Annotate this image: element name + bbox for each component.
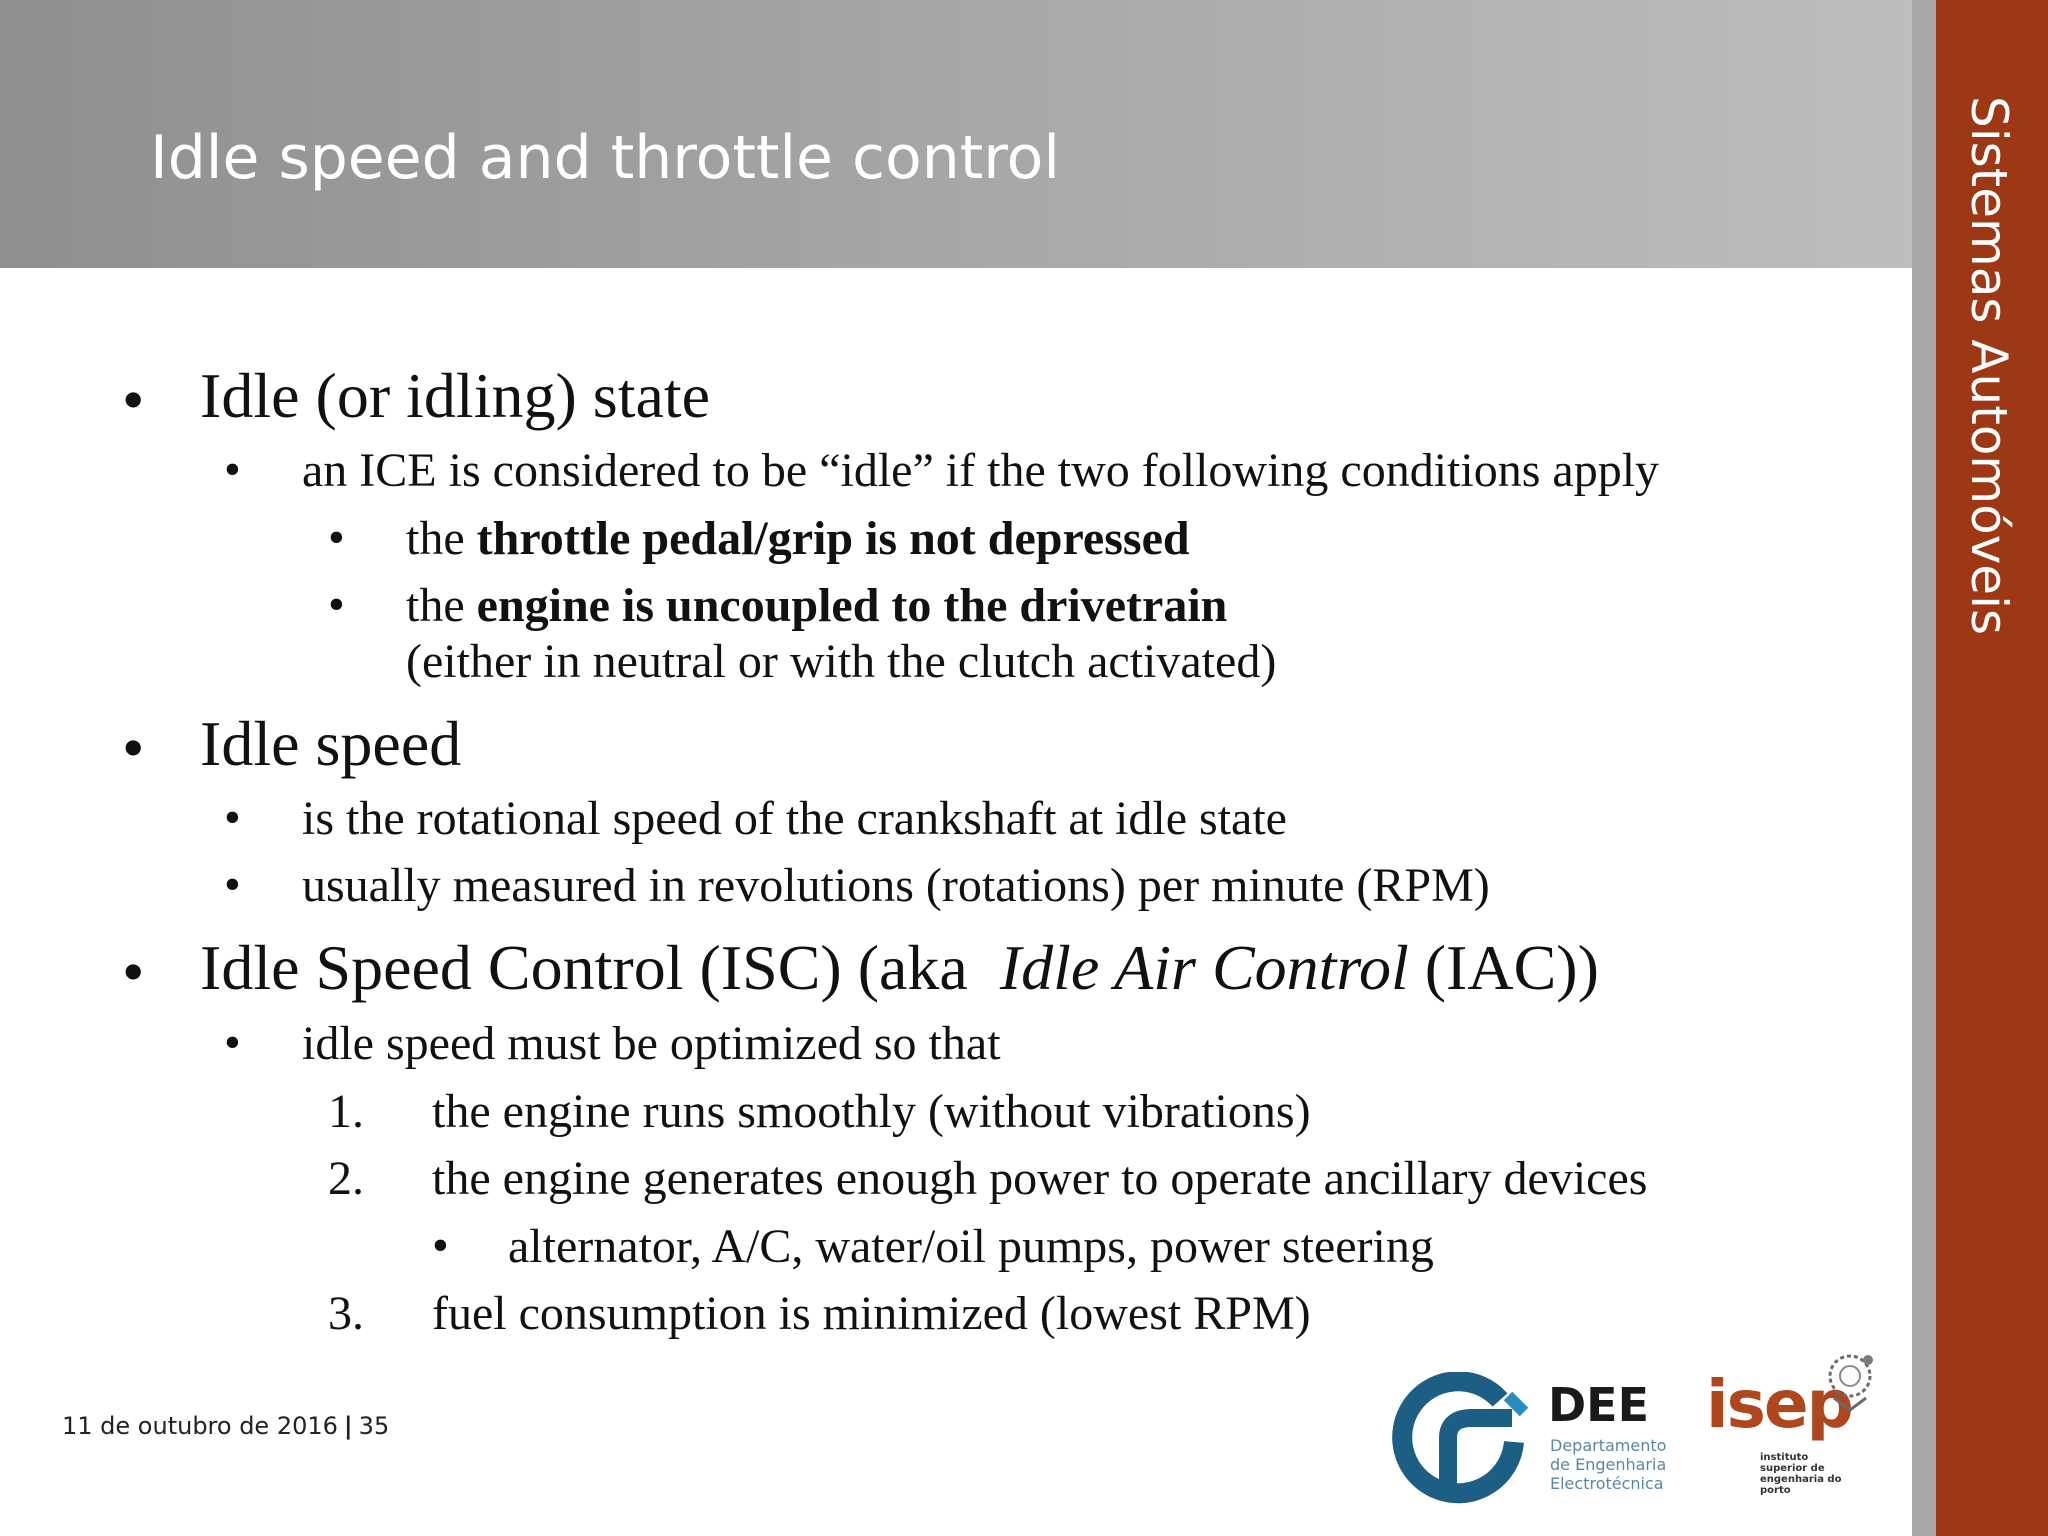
isep-seal-icon <box>1820 1346 1882 1416</box>
bullet-icon: • <box>122 936 145 1007</box>
slide-date: 11 de outubro de 2016 <box>62 1412 338 1440</box>
bullet-icon: • <box>122 364 145 435</box>
dee-subtitle-line: de Engenharia <box>1550 1455 1667 1474</box>
isep-subtitle-line: instituto <box>1760 1452 1809 1463</box>
course-label: Sistemas Automóveis <box>1960 96 2018 636</box>
dee-logo-text: DEE <box>1548 1378 1650 1432</box>
isep-subtitle-line: engenharia do <box>1760 1474 1842 1485</box>
list-item-fuel: fuel consumption is minimized (lowest RPM) <box>432 1287 1311 1340</box>
slide-title: Idle speed and throttle control <box>150 123 1061 193</box>
dee-logo-subtitle <box>1550 1436 1666 1493</box>
bullet-icon: • <box>224 858 241 911</box>
list-item-number: 1. <box>328 1085 364 1138</box>
list-item-smooth: the engine runs smoothly (without vibrations) <box>432 1085 1311 1138</box>
idle-speed-definition: is the rotational speed of the crankshaft at idle state <box>302 792 1287 845</box>
isep-logo-text: isep <box>1706 1366 1852 1443</box>
condition-drivetrain: the engine is uncoupled to the drivetrain <box>406 579 1228 632</box>
idle-speed-unit: usually measured in revolutions (rotations) per minute (RPM) <box>302 859 1490 912</box>
dee-logo-icon <box>1390 1372 1532 1514</box>
list-item-number: 2. <box>328 1152 364 1205</box>
page-number: 35 <box>358 1412 390 1440</box>
condition-throttle: the throttle pedal/grip is not depressed <box>406 512 1190 565</box>
bullet-icon: • <box>224 1016 241 1069</box>
dee-subtitle-line: Electrotécnica <box>1550 1474 1664 1493</box>
footer-separator: | <box>343 1412 353 1440</box>
list-item-number: 3. <box>328 1287 364 1340</box>
section-heading-idle-speed: Idle speed <box>200 708 462 779</box>
section-heading-idle-state: Idle (or idling) state <box>200 360 711 431</box>
idle-definition-text: an ICE is considered to be “idle” if the two following conditions apply <box>302 444 1660 497</box>
ancillary-devices-list: alternator, A/C, water/oil pumps, power steering <box>508 1220 1434 1273</box>
isep-logo-subtitle <box>1760 1452 1841 1496</box>
bullet-icon: • <box>328 578 345 631</box>
isep-subtitle-line: porto <box>1760 1485 1791 1496</box>
bullet-icon: • <box>122 712 145 783</box>
section-heading-isc: Idle Speed Control (ISC) (aka Idle Air Control (IAC)) <box>200 932 1599 1003</box>
dee-subtitle-line: Departamento <box>1550 1436 1667 1455</box>
side-divider <box>1912 0 1936 1536</box>
slide-footer <box>62 1412 389 1440</box>
isc-goal-text: idle speed must be optimized so that <box>302 1017 1001 1070</box>
bullet-icon: • <box>328 511 345 564</box>
list-item-power: the engine generates enough power to operate ancillary devices <box>432 1152 1648 1205</box>
isep-subtitle-line: superior de <box>1760 1463 1825 1474</box>
bullet-icon: • <box>224 443 241 496</box>
bullet-icon: • <box>224 791 241 844</box>
bullet-icon: • <box>432 1219 449 1272</box>
condition-drivetrain-note: (either in neutral or with the clutch activated) <box>406 635 1277 688</box>
